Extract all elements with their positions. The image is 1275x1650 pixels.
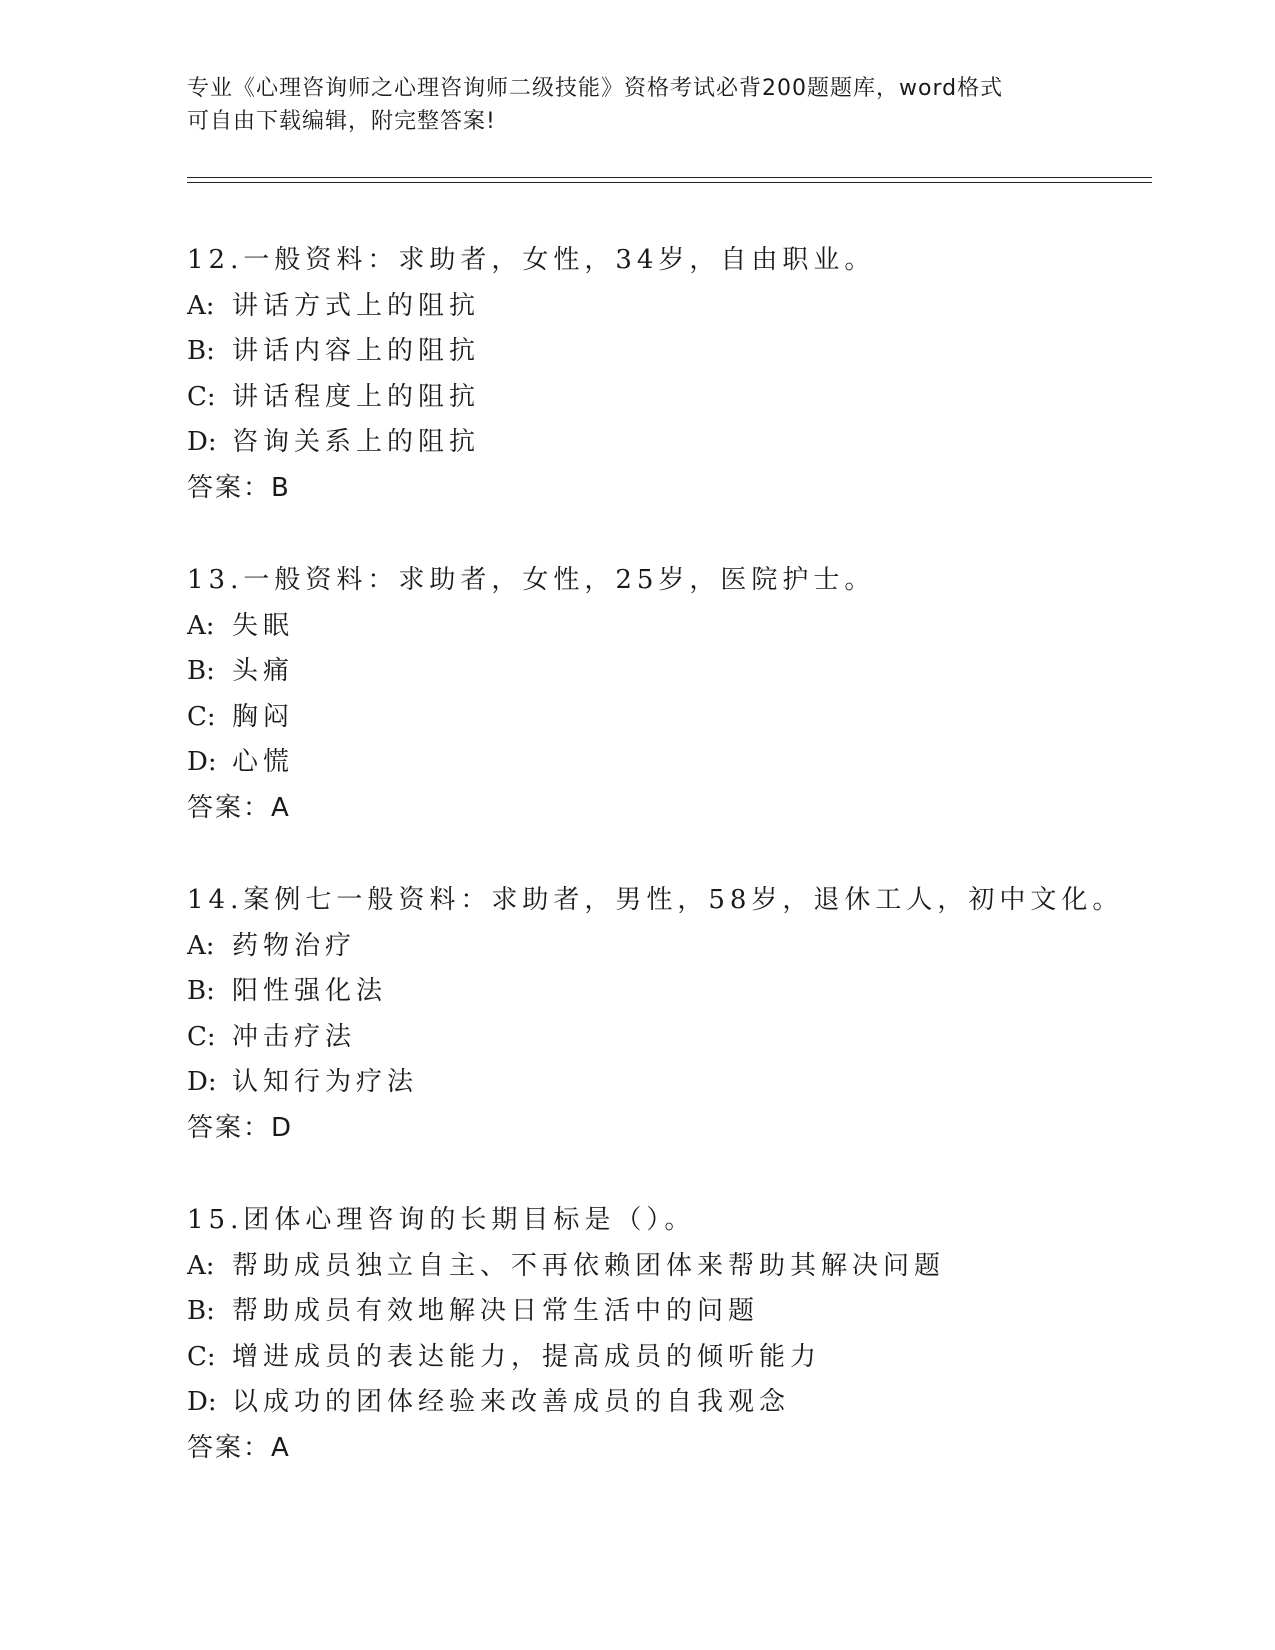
option-c — [187, 1335, 1187, 1381]
option-c — [187, 375, 1187, 421]
question-stem: 14.案例七一般资料：求助者，男性，58岁，退休工人，初中文化。 — [187, 885, 1124, 915]
header-divider-top — [187, 177, 1152, 178]
option-text: 药物治疗 — [232, 930, 357, 961]
option-text: 阳性强化法 — [232, 976, 388, 1006]
option-text: 心慌 — [232, 747, 295, 777]
option-c — [187, 695, 1187, 741]
question-stem: 15.团体心理咨询的长期目标是（）。 — [187, 1205, 696, 1235]
option-text: 增进成员的表达能力，提高成员的倾听能力 — [232, 1341, 822, 1372]
option-letter: A: — [187, 290, 215, 321]
option-d — [187, 420, 1187, 466]
option-letter: A: — [187, 1250, 215, 1281]
document-header — [187, 72, 1087, 138]
option-b — [187, 969, 1187, 1015]
option-a — [187, 1244, 1187, 1290]
option-letter: A: — [187, 610, 215, 641]
option-letter: D: — [187, 1067, 217, 1097]
option-letter: D: — [187, 427, 217, 457]
option-c — [187, 1015, 1187, 1061]
option-a — [187, 284, 1187, 330]
option-letter: A: — [187, 930, 215, 961]
option-text: 认知行为疗法 — [232, 1067, 419, 1097]
header-divider-bottom — [187, 182, 1152, 183]
answer-line: 答案：D — [187, 1112, 294, 1143]
option-letter: C: — [187, 1341, 216, 1372]
option-d — [187, 1060, 1187, 1106]
option-letter: B: — [187, 656, 215, 686]
option-b — [187, 1289, 1187, 1335]
header-line-1: 专业《心理咨询师之心理咨询师二级技能》资格考试必背200题题库，word格式 — [187, 76, 1004, 101]
answer-line: 答案：A — [187, 1432, 291, 1463]
option-text: 咨询关系上的阻抗 — [232, 427, 481, 457]
option-text: 讲话内容上的阻抗 — [232, 336, 481, 366]
option-letter: D: — [187, 747, 217, 777]
question-15 — [187, 1198, 1187, 1518]
option-d — [187, 1380, 1187, 1426]
option-text: 讲话方式上的阻抗 — [232, 290, 481, 321]
answer-line: 答案：B — [187, 472, 291, 503]
option-text: 帮助成员独立自主、不再依赖团体来帮助其解决问题 — [232, 1250, 946, 1281]
option-a — [187, 604, 1187, 650]
question-stem: 13.一般资料：求助者，女性，25岁，医院护士。 — [187, 565, 876, 595]
option-letter: B: — [187, 976, 215, 1006]
option-b — [187, 329, 1187, 375]
option-text: 讲话程度上的阻抗 — [232, 381, 481, 412]
option-letter: B: — [187, 336, 215, 366]
option-text: 帮助成员有效地解决日常生活中的问题 — [232, 1296, 760, 1326]
option-letter: D: — [187, 1387, 217, 1417]
question-list — [187, 238, 1187, 1518]
answer-line: 答案：A — [187, 792, 291, 823]
option-letter: C: — [187, 1021, 216, 1052]
question-12 — [187, 238, 1187, 558]
option-b — [187, 649, 1187, 695]
option-text: 头痛 — [232, 656, 295, 686]
option-text: 冲击疗法 — [232, 1021, 357, 1052]
option-text: 胸闷 — [232, 701, 295, 732]
header-line-2: 可自由下载编辑，附完整答案! — [187, 109, 496, 134]
option-text: 失眠 — [232, 610, 295, 641]
option-text: 以成功的团体经验来改善成员的自我观念 — [232, 1387, 791, 1417]
option-letter: B: — [187, 1296, 215, 1326]
question-stem: 12.一般资料：求助者，女性，34岁，自由职业。 — [187, 245, 876, 275]
question-13 — [187, 558, 1187, 878]
option-letter: C: — [187, 701, 216, 732]
option-d — [187, 740, 1187, 786]
option-a — [187, 924, 1187, 970]
question-14 — [187, 878, 1187, 1198]
option-letter: C: — [187, 381, 216, 412]
